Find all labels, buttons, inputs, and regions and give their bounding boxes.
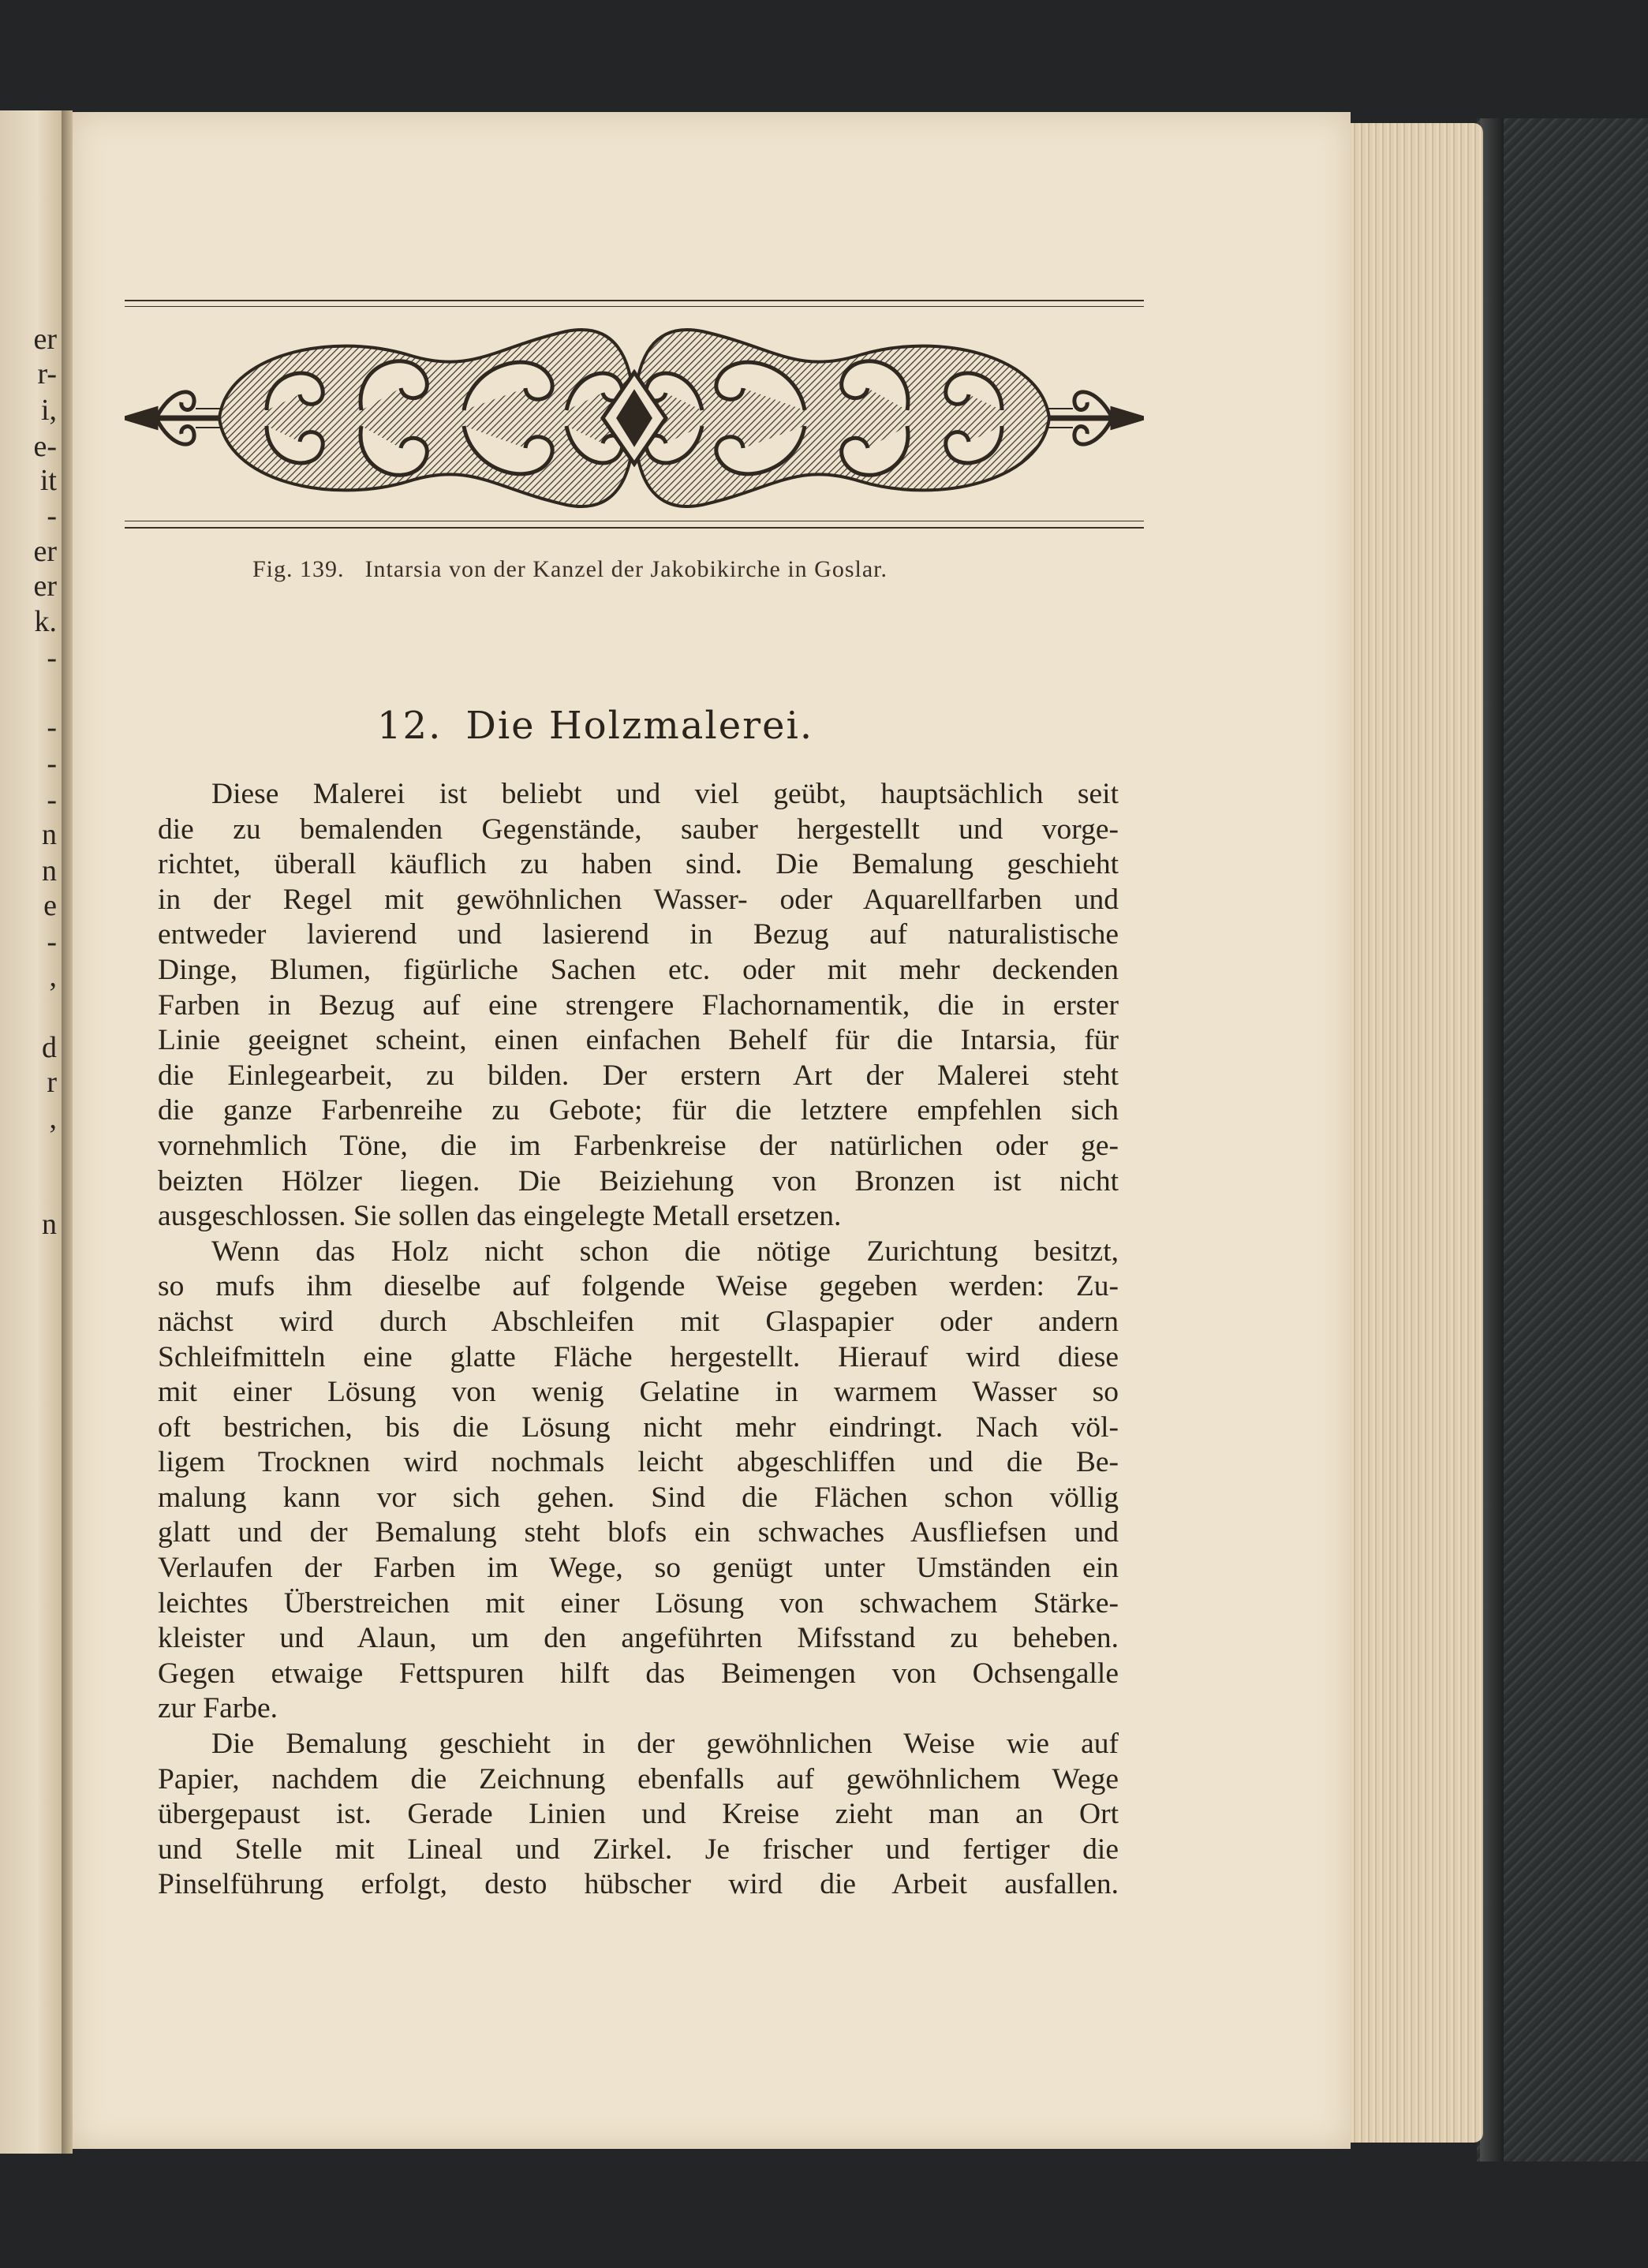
facing-page-fragment: n	[42, 818, 57, 851]
facing-page-fragment: r-	[37, 357, 57, 390]
text-line: die Einlegearbeit, zu bilden. Der erstern Art der Malerei steht	[158, 1059, 1119, 1092]
text-line: Verlaufen der Farben im Wege, so genügt unter Umständen ein	[158, 1552, 1119, 1585]
facing-page-fragment: n	[42, 854, 57, 887]
text-line: Diese Malerei ist beliebt und viel geübt, hauptsächlich seit	[211, 778, 1119, 810]
facing-page-fragment: er	[33, 535, 57, 568]
facing-page-fragment: -	[47, 499, 57, 532]
facing-page-fragment: er	[33, 323, 57, 356]
ornament-illustration	[125, 300, 1144, 536]
facing-page-fragment: d	[42, 1031, 57, 1064]
text-line: glatt und der Bemalung steht blofs ein schwaches Ausfliefsen und	[158, 1516, 1119, 1549]
text-line: mit einer Lösung von wenig Gelatine in warmem Wasser so	[158, 1376, 1119, 1409]
text-line: Pinselführung erfolgt, desto hübscher wird die Arbeit ausfallen.	[158, 1868, 1119, 1901]
text-line: oft bestrichen, bis die Lösung nicht mehr eindringt. Nach völ-	[158, 1410, 1119, 1444]
body-text	[158, 777, 1119, 1903]
facing-page-fragment: k.	[34, 605, 57, 638]
facing-page-fragment: e	[43, 889, 57, 922]
text-line: kleister und Alaun, um den angeführten Mifsstand zu beheben.	[158, 1622, 1119, 1655]
text-line: Papier, nachdem die Zeichnung ebenfalls auf gewöhnlichem Wege	[158, 1762, 1119, 1795]
figure-caption	[252, 556, 888, 583]
facing-page-fragment: -	[47, 711, 57, 744]
facing-page-fragment: -	[47, 783, 57, 816]
text-line: die zu bemalenden Gegenstände, sauber hergestellt und vorge-	[158, 813, 1119, 846]
text-line: entweder lavierend und lasierend in Bezug auf naturalistische	[158, 918, 1119, 951]
text-line: Farben in Bezug auf eine strengere Flachornamentik, die in erster	[158, 988, 1119, 1022]
facing-page-fragment: i,	[40, 394, 57, 427]
text-line: ligem Trocknen wird nochmals leicht abgeschliffen und die Be-	[158, 1446, 1119, 1479]
book-gutter	[62, 110, 73, 2154]
book-cover-edge	[1480, 118, 1504, 2162]
text-line: ausgeschlossen. Sie sollen das eingelegte Metall ersetzen.	[158, 1200, 842, 1233]
text-line: so mufs ihm dieselbe auf folgende Weise gegeben werden: Zu-	[158, 1270, 1119, 1303]
section-number: 12.	[377, 704, 443, 748]
paragraph-2	[158, 1235, 1119, 1727]
text-line: Linie geeignet scheint, einen einfachen Behelf für die Intarsia, für	[158, 1024, 1119, 1057]
text-line: zur Farbe.	[158, 1692, 278, 1725]
figure-label: Fig. 139.	[252, 556, 345, 582]
facing-page-fragment: -	[47, 641, 57, 674]
section-title: Die Holzmalerei.	[465, 704, 814, 748]
text-line: Die Bemalung geschieht in der gewöhnlichen Weise wie auf	[211, 1728, 1119, 1761]
facing-page-fragment: er	[33, 570, 57, 603]
facing-page-edge	[0, 110, 62, 2154]
intarsia-figure	[125, 300, 1144, 536]
text-line: beizten Hölzer liegen. Die Beiziehung von Bronzen ist nicht	[158, 1164, 1119, 1198]
text-line: Schleifmitteln eine glatte Fläche hergestellt. Hierauf wird diese	[158, 1340, 1119, 1373]
facing-page-fragment: n	[42, 1208, 57, 1241]
text-line: die ganze Farbenreihe zu Gebote; für die letztere empfehlen sich	[158, 1094, 1119, 1127]
text-line: nächst wird durch Abschleifen mit Glaspapier oder andern	[158, 1305, 1119, 1338]
text-line: leichtes Überstreichen mit einer Lösung von schwachem Stärke-	[158, 1586, 1119, 1620]
text-line: übergepaust ist. Gerade Linien und Kreise zieht man an Ort	[158, 1798, 1119, 1831]
text-line: malung kann vor sich gehen. Sind die Flächen schon völlig	[158, 1481, 1119, 1514]
facing-page-fragment: it	[39, 464, 57, 497]
text-line: Wenn das Holz nicht schon die nötige Zurichtung besitzt,	[211, 1235, 1119, 1268]
paragraph-1	[158, 777, 1119, 1235]
text-line: Dinge, Blumen, figürliche Sachen etc. oder mit mehr deckenden	[158, 953, 1119, 986]
text-line: richtet, überall käuflich zu haben sind. Die Bemalung geschieht	[158, 848, 1119, 881]
facing-page-fragment: -	[47, 747, 57, 780]
facing-page-fragment: e-	[33, 430, 57, 463]
text-line: und Stelle mit Lineal und Zirkel. Je frischer und fertiger die	[158, 1833, 1119, 1866]
text-line: Gegen etwaige Fettspuren hilft das Beimengen von Ochsengalle	[158, 1657, 1119, 1690]
facing-page-fragment: ,	[49, 960, 57, 993]
facing-page-fragment: ,	[49, 1102, 57, 1135]
facing-page-fragment: -	[47, 925, 57, 958]
paragraph-3	[158, 1727, 1119, 1903]
text-line: vornehmlich Töne, die im Farbenkreise der natürlichen oder ge-	[158, 1129, 1119, 1162]
page-edges	[1344, 123, 1483, 2143]
text-line: in der Regel mit gewöhnlichen Wasser- oder Aquarellfarben und	[158, 883, 1119, 916]
section-heading	[377, 704, 813, 748]
figure-caption-text: Intarsia von der Kanzel der Jakobikirche in Goslar.	[364, 556, 888, 582]
facing-page-fragment: r	[47, 1066, 57, 1099]
